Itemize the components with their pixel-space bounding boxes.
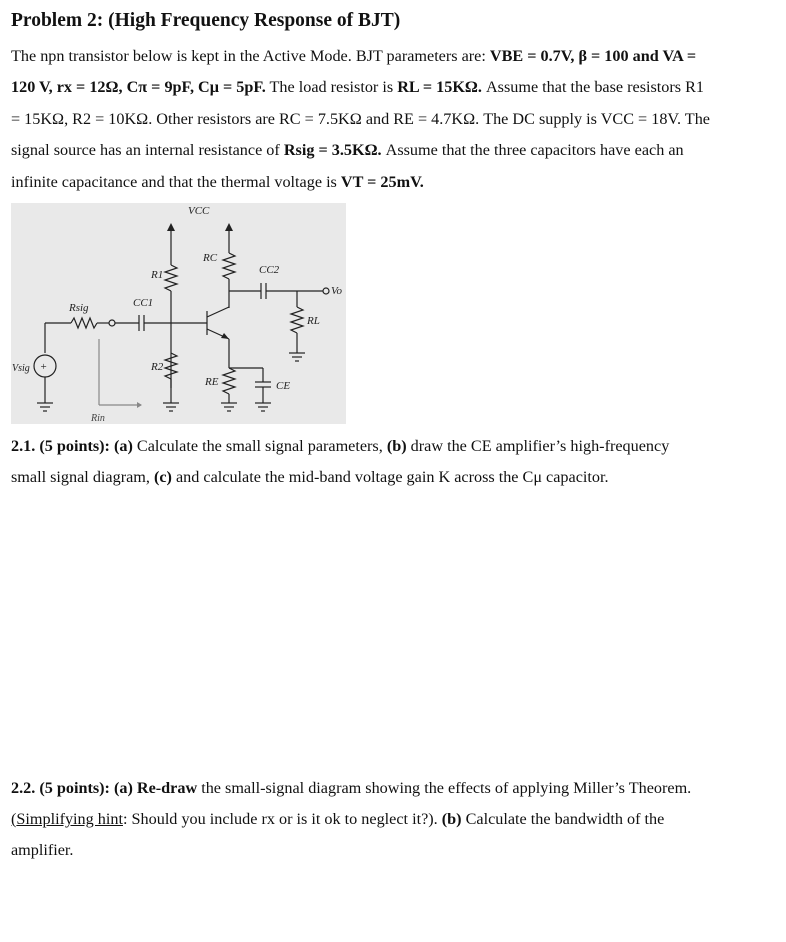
cc1-label: CC1 bbox=[133, 297, 154, 309]
re-resistor bbox=[221, 339, 263, 411]
rin-indicator bbox=[99, 339, 142, 408]
intro-line-1: The npn transistor below is kept in the Active Mode. BJT parameters are: VBE = 0.7V, β = 100 and VA = bbox=[11, 47, 697, 65]
simplifying-hint: (Simplifying hint bbox=[11, 810, 123, 828]
intro-line-2: 120 V, rx = 12Ω, Cπ = 9pF, Cμ = 5pF. The load resistor is RL = 15KΩ. Assume that the base resistors R1 bbox=[11, 78, 705, 96]
cc1-capacitor bbox=[115, 315, 171, 331]
cc2-label: CC2 bbox=[259, 264, 280, 276]
rl-resistor bbox=[289, 291, 305, 361]
cc2-capacitor bbox=[229, 283, 329, 299]
rl-label: RL bbox=[307, 315, 320, 327]
rsig-label: Rsig bbox=[69, 302, 89, 314]
question-2-1: 2.1. (5 points): (a) Calculate the small signal parameters, (b) draw the CE amplifier’s high-frequency small signal diagram, (c) and calculate the mid-band voltage gain K across the Cμ capacitor. bbox=[11, 437, 670, 486]
intro-line-3: = 15KΩ, R2 = 10KΩ. Other resistors are RC = 7.5KΩ and RE = 4.7KΩ. The DC supply is VCC = 18V. The bbox=[11, 110, 710, 128]
question-2-2-line-3: amplifier. bbox=[11, 841, 74, 859]
r2-resistor bbox=[163, 353, 179, 411]
rin-label: Rin bbox=[91, 413, 105, 424]
vcc-label: VCC bbox=[188, 205, 210, 217]
intro-line-4: signal source has an internal resistance of Rsig = 3.5KΩ. Assume that the three capacitors have each an bbox=[11, 141, 684, 159]
rsig-resistor bbox=[45, 318, 115, 353]
question-2-2-line-2: (Simplifying hint: Should you include rx or is it ok to neglect it?). (b) Calculate the bandwidth of the bbox=[11, 810, 665, 828]
re-label: RE bbox=[205, 376, 219, 388]
problem-title: Problem 2: (High Frequency Response of BJT) bbox=[11, 10, 401, 31]
rc-resistor bbox=[223, 251, 235, 308]
vsig-plus-sign: + bbox=[40, 361, 47, 373]
vcc-arrows bbox=[167, 223, 233, 261]
question-2-2-line-1: 2.2. (5 points): (a) Re-draw the small-signal diagram showing the effects of applying Miller’s Theorem. bbox=[11, 779, 692, 797]
npn-transistor bbox=[171, 307, 229, 339]
circuit-diagram bbox=[11, 203, 346, 424]
r2-label: R2 bbox=[151, 361, 164, 373]
intro-line-5: infinite capacitance and that the thermal voltage is VT = 25mV. bbox=[11, 173, 424, 191]
vsig-label: Vsig bbox=[12, 363, 30, 374]
r1-label: R1 bbox=[151, 269, 164, 281]
rc-label: RC bbox=[203, 252, 218, 264]
ce-capacitor bbox=[255, 368, 271, 411]
ce-label: CE bbox=[276, 380, 291, 392]
vo-label: Vo bbox=[331, 285, 342, 297]
